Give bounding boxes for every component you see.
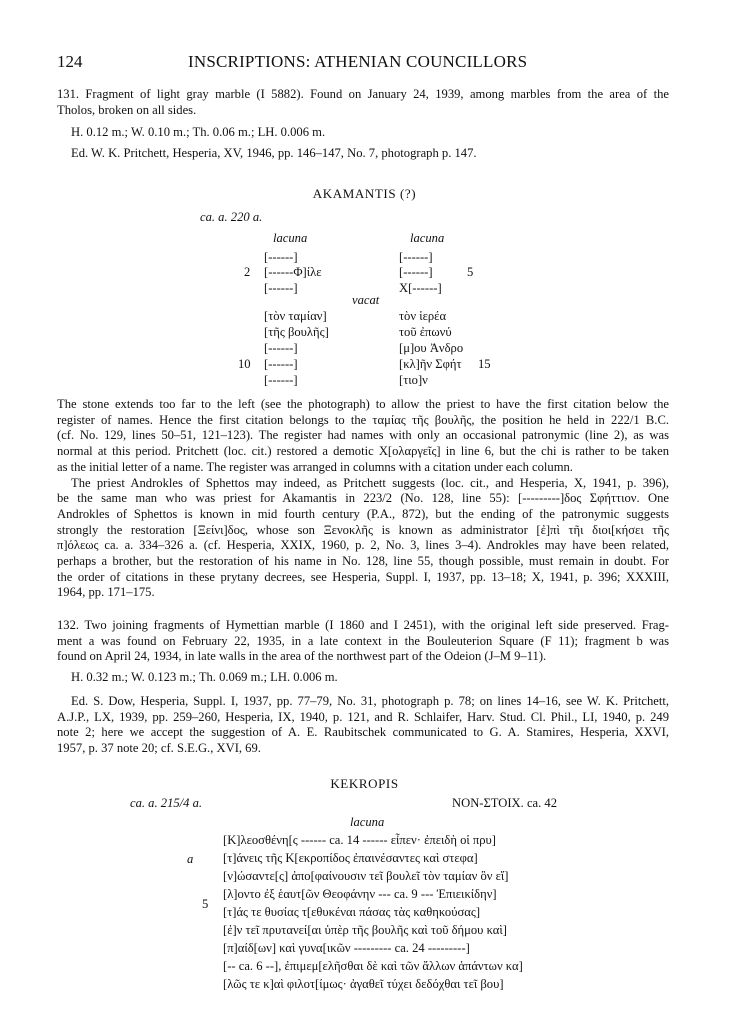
entry-132-intro bbox=[57, 618, 669, 665]
running-title: INSCRIPTIONS: ATHENIAN COUNCILLORS bbox=[188, 52, 528, 71]
lacuna: lacuna bbox=[350, 815, 385, 829]
text-line: normal at this period. Pritchett (loc. cit.) restored a demotic Χ[ολαργεῖς] in line 6, but the chi is rather to be taken bbox=[57, 444, 669, 459]
line-number: 5 bbox=[202, 897, 209, 911]
text-line: A.J.P., LX, 1939, pp. 259–260, Hesperia, IX, 1940, p. 121, and R. Schlaifer, Harv. Stud. Cl. Phil., LI, 1940, p. 249 bbox=[57, 709, 669, 724]
inscription-line: [------] bbox=[399, 250, 433, 264]
inscription-line: [τ]άνεις τῆς Κ[εκροπίδος ἐπαινέσαντες καὶ στεφα] bbox=[223, 851, 478, 865]
inscription-line: [------] bbox=[264, 250, 298, 264]
fragment-label: a bbox=[187, 852, 194, 866]
line-number: 10 bbox=[238, 357, 251, 371]
inscription-line: [------] bbox=[264, 373, 298, 387]
text-line: 1964, pp. 171–175. bbox=[57, 585, 155, 600]
text-line: 132. Two joining fragments of Hymettian marble (I 1860 and I 2451), with the original left side preserved. Frag- bbox=[57, 618, 669, 632]
entry-132-date: ca. a. 215/4 a. bbox=[130, 796, 203, 810]
inscription-line: [τῆς βουλῆς] bbox=[264, 325, 329, 339]
entry-132-dimensions: H. 0.32 m.; W. 0.123 m.; Th. 0.069 m.; LH. 0.006 m. bbox=[71, 670, 338, 684]
text-line: register of names. Hence the first citation belongs to the ταμίας τῆς βουλῆς, the position he held in 222/1 B.C. bbox=[57, 412, 669, 427]
inscription-line: [------] bbox=[264, 341, 298, 355]
inscription-line: [Κ]λεοσθένη[ς ------ ca. 14 ------ εἶπεν· ἐπειδὴ οἱ πρυ] bbox=[223, 833, 496, 847]
inscription-line: [μ]ου Ἀνδρο bbox=[399, 341, 464, 355]
entry-131-dimensions: H. 0.12 m.; W. 0.10 m.; Th. 0.06 m.; LH. 0.006 m. bbox=[71, 125, 326, 139]
inscription-line: [λ]οντο ἐξ ἑαυτ[ῶν Θεοφάνην --- ca. 9 --- Ἐπιεικίδην] bbox=[223, 887, 497, 901]
inscription-line: τοῦ ἐπωνύ bbox=[399, 325, 452, 339]
text-line: strongly the restoration [Ξείνι]δος, whose son Ξενοκλῆς is known as administrator [ἐ]πὶ τῆι διοι[κήσει τῆς bbox=[57, 522, 669, 537]
entry-131-commentary bbox=[57, 397, 669, 601]
inscription-line: [π]αίδ[ων] καὶ γυνα[ικῶν --------- ca. 24 ---------] bbox=[223, 941, 470, 955]
inscription-line: [------] bbox=[264, 281, 298, 295]
line-number: 5 bbox=[467, 265, 474, 279]
text-line: Ed. S. Dow, Hesperia, Suppl. I, 1937, pp. 77–79, No. 31, photograph p. 78; on lines 14–16, see W. K. Pritchett, bbox=[71, 694, 669, 708]
text-line: The priest Androkles of Sphettos may indeed, as Pritchett suggests (loc. cit., and Hesperia, X, 1941, p. 396), bbox=[71, 475, 669, 490]
inscription-line: [------] bbox=[264, 357, 298, 371]
inscription-line: [-- ca. 6 --], ἐπιμεμ[ελῆσθαι δὲ καὶ τῶν ἄλλων ἁπάντων κα] bbox=[223, 959, 523, 973]
entry-131-edition: Ed. W. K. Pritchett, Hesperia, XV, 1946, pp. 146–147, No. 7, photograph p. 147. bbox=[71, 146, 477, 160]
inscription-line: [------] bbox=[399, 265, 433, 279]
inscription-line: [ν]ώσαντε[ς] ἀπο[φαίνουσιν τεῖ βουλεῖ τὸν ταμίαν ὃν εἵ] bbox=[223, 869, 509, 883]
inscription-line: [τ]άς τε θυσίας τ[εθυκέναι πάσας τὰς καθηκούσας] bbox=[223, 905, 481, 919]
entry-132-edition bbox=[57, 694, 669, 757]
text-line: Androkles of Sphettos is known in mid fourth century (P.A., 872), but the ending of the patronymic suggests bbox=[57, 506, 669, 521]
text-line: perhaps a brother, but the restoration of his name in No. 128, line 55, though possible, must remain in doubt. For bbox=[57, 554, 669, 569]
text-line: the order of citations in these prytany decrees, see Hesperia, Suppl. I, 1937, pp. 13–18; X, 1941, p. 396; XXXIII, bbox=[57, 569, 669, 584]
text-line: found on April 24, 1934, in late walls in the area of the northwest part of the Odeion (J–M 9–11). bbox=[57, 649, 547, 664]
inscription-line: Χ[------] bbox=[399, 281, 442, 295]
inscription-line: [τιο]ν bbox=[399, 373, 428, 387]
inscription-line: [ἐ]ν τεῖ πρυτανεί[αι ὑπὲρ τῆς βουλῆς καὶ τοῦ δήμου καὶ] bbox=[223, 923, 507, 937]
inscription-line: [κλ]ῆν Σφήτ bbox=[399, 357, 462, 371]
entry-131-date: ca. a. 220 a. bbox=[200, 210, 263, 224]
inscription-line: [λῶς τε κ]αὶ φιλοτ[ίμως· ἀγαθεῖ τύχει δεδόχθαι τεῖ βου] bbox=[223, 977, 504, 991]
text-line: 1957, p. 37 note 20; cf. S.E.G., XVI, 69. bbox=[57, 741, 261, 756]
lacuna-right: lacuna bbox=[410, 231, 445, 245]
text-line: (cf. No. 129, lines 50–51, 121–123). The register had names with only an occasional patronymic (line 2), as was bbox=[57, 428, 669, 443]
entry-132-stoich: NON-ΣΤΟΙΧ. ca. 42 bbox=[452, 796, 558, 810]
entry-131-intro bbox=[57, 87, 669, 118]
page-number: 124 bbox=[57, 52, 83, 71]
entry-131-heading: AKAMANTIS (?) bbox=[312, 186, 417, 201]
vacat: vacat bbox=[352, 293, 380, 307]
inscription-line: [------Φ]ίλε bbox=[264, 265, 322, 279]
text-line: The stone extends too far to the left (see the photograph) to allow the priest to have the first citation below the bbox=[57, 397, 669, 411]
text-line: note 2; here we accept the suggestion of A. E. Raubitschek communicated to G. A. Stamires, Hesperia, XXVI, bbox=[57, 725, 669, 740]
text-line: π]όλεως ca. a. 334–326 a. (cf. Hesperia, XXIX, 1960, p. 2, No. 3, lines 3–4). Androkles may have been related, bbox=[57, 538, 669, 553]
inscription-line: [τὸν ταμίαν] bbox=[264, 309, 327, 323]
text-line: 131. Fragment of light gray marble (I 5882). Found on January 24, 1939, among marbles from the area of the bbox=[57, 87, 669, 101]
inscription-line: τὸν ἱερέα bbox=[399, 309, 447, 323]
line-number: 15 bbox=[478, 357, 491, 371]
text-line: as the initial letter of a name. The register was arranged in columns with a citation under each column. bbox=[57, 459, 573, 474]
text-line: ment a was found on February 22, 1935, in a late context in the Bouleuterion Square (F 11); fragment b was bbox=[57, 633, 669, 648]
text-line: be the same man who was priest for Akamantis in 223/2 (No. 128, line 55): [---------]δος Σφήττιον. One bbox=[57, 491, 669, 506]
line-number: 2 bbox=[244, 265, 251, 279]
lacuna-left: lacuna bbox=[273, 231, 308, 245]
entry-132-heading: KEKROPIS bbox=[330, 776, 399, 791]
text-line: Tholos, broken on all sides. bbox=[57, 102, 197, 117]
